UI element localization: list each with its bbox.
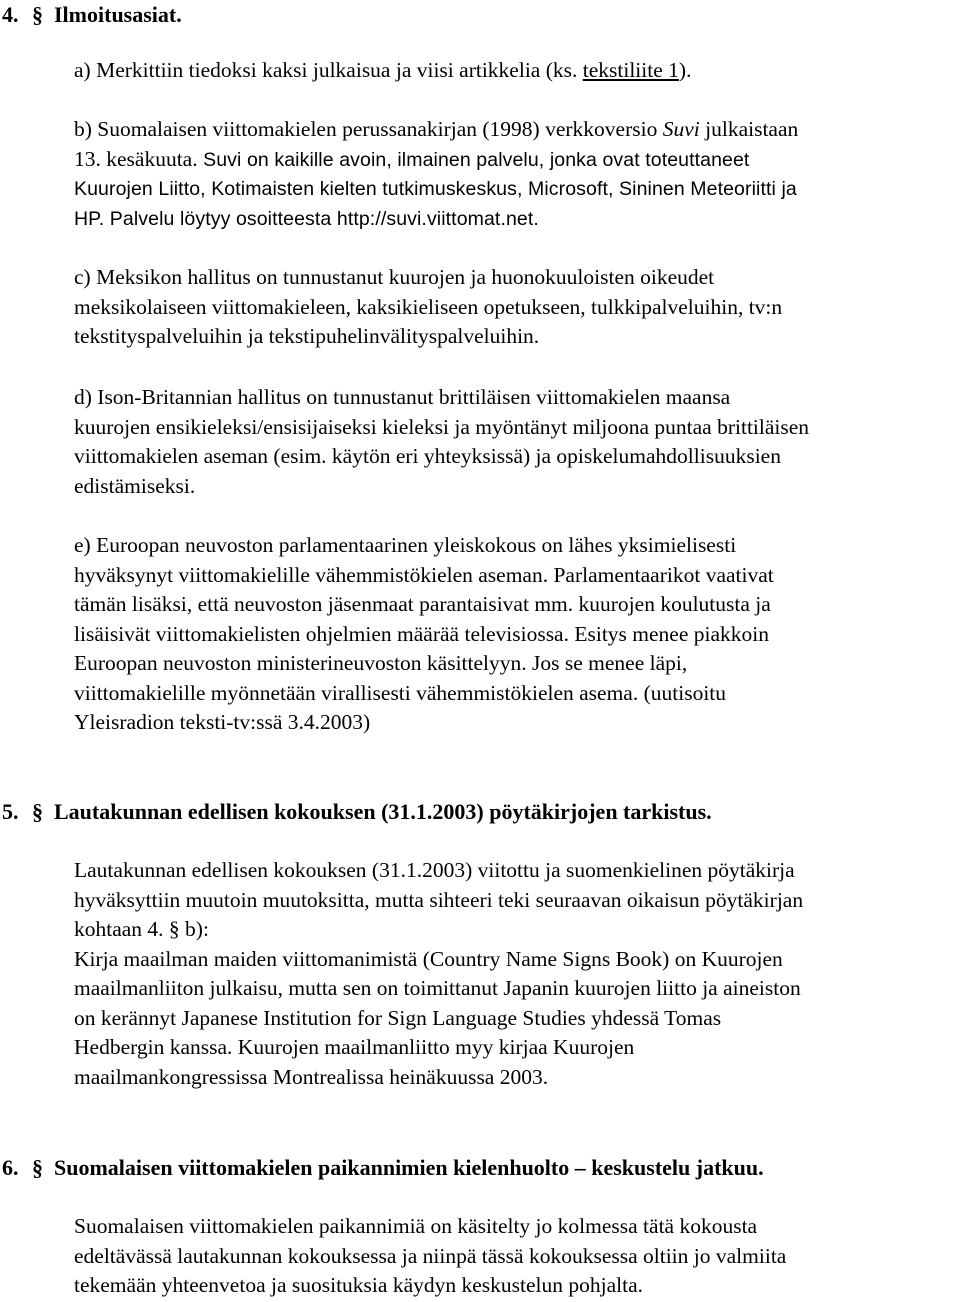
text-span-sans: Suvi on kaikille avoin, ilmainen palvelu, jonka ovat toteuttaneet [197, 148, 750, 171]
text-line: Hedbergin kanssa. Kuurojen maailmanliitto myy kirjaa Kuurojen [74, 1035, 635, 1059]
section-title: Lautakunnan edellisen kokouksen (31.1.2003) pöytäkirjojen tarkistus. [54, 799, 712, 824]
text-line: maailmankongressissa Montrealissa heinäkuussa 2003. [74, 1064, 549, 1089]
section-sign: § [32, 1155, 43, 1180]
text-span: a) Merkittiin tiedoksi kaksi julkaisua ja viisi artikkelia (ks. [74, 58, 583, 82]
section-6-heading [2, 1153, 764, 1183]
text-line: Lautakunnan edellisen kokouksen (31.1.2003) viitottu ja suomenkielinen pöytäkirja [74, 858, 795, 882]
item-b-paragraph [74, 115, 958, 234]
text-line: c) Meksikon hallitus on tunnustanut kuurojen ja huonokuuloisten oikeudet [74, 265, 715, 289]
text-line: kuurojen ensikieleksi/ensisijaiseksi kieleksi ja myöntänyt miljoona puntaa brittiläisen [74, 414, 810, 439]
text-line: Suomalaisen viittomakielen paikannimiä on käsitelty jo kolmessa tätä kokousta [74, 1214, 758, 1238]
text-line: Kirja maailman maiden viittomanimistä (Country Name Signs Book) on Kuurojen [74, 946, 783, 971]
item-d-paragraph [74, 383, 958, 501]
text-line: hyväksynyt viittomakielille vähemmistökielen aseman. Parlamentaarikot vaativat [74, 562, 774, 587]
text-line: tekstityspalveluihin ja tekstipuhelinvälityspalveluihin. [74, 324, 540, 348]
text-line-sans: HP. Palvelu löytyy osoitteesta http://suvi.viittomat.net. [74, 207, 539, 230]
text-line: lisäisivät viittomakielisten ohjelmien määrää televisiossa. Esitys menee piakkoin [74, 621, 770, 646]
tekstiliite-link[interactable]: tekstiliite 1 [582, 58, 679, 82]
text-line: on kerännyt Japanese Institution for Sign Language Studies yhdessä Tomas [74, 1005, 722, 1030]
text-line: viittomakielen aseman (esim. käytön eri yhteyksissä) ja opiskelumahdollisuuksien [74, 444, 781, 468]
text-line: meksikolaiseen viittomakieleen, kaksikieliseen opetukseen, tulkkipalveluihin, tv:n [74, 294, 783, 319]
item-a-paragraph [74, 56, 958, 86]
section-number: 4. [2, 2, 19, 27]
text-line [74, 115, 958, 145]
section-sign: § [32, 799, 43, 824]
text-line: edeltävässä lautakunnan kokouksessa ja niinpä tässä kokouksessa oltiin jo valmiita [74, 1243, 787, 1268]
text-span: julkaistaan [699, 117, 799, 141]
section-4-heading [2, 0, 182, 30]
text-line: Yleisradion teksti-tv:ssä 3.4.2003) [74, 710, 371, 734]
section-5-paragraph [74, 856, 958, 1092]
text-span: 13. kesäkuuta. [74, 146, 198, 171]
item-c-paragraph [74, 263, 958, 352]
text-line: kohtaan 4. § b): [74, 917, 209, 941]
section-title: Suomalaisen viittomakielen paikannimien kielenhuolto – keskustelu jatkuu. [54, 1155, 764, 1180]
text-span: ). [678, 58, 692, 82]
text-line: tekemään yhteenvetoa ja suosituksia käydyn keskustelun pohjalta. [74, 1273, 644, 1297]
italic-title: Suvi [662, 117, 700, 141]
text-line: e) Euroopan neuvoston parlamentaarinen yleiskokous on lähes yksimielisesti [74, 533, 737, 557]
item-e-paragraph [74, 531, 958, 738]
text-line: d) Ison-Britannian hallitus on tunnustanut brittiläisen viittomakielen maansa [74, 385, 731, 409]
text-line-sans: Kuurojen Liitto, Kotimaisten kielten tutkimuskeskus, Microsoft, Sininen Meteoriitti ja [74, 178, 797, 200]
section-number: 5. [2, 799, 19, 824]
section-5-heading [2, 797, 712, 827]
text-line: maailmanliiton julkaisu, mutta sen on toimittanut Japanin kuurojen liitto ja aineiston [74, 976, 801, 1000]
text-line: hyväksyttiin muutoin muutoksitta, mutta sihteeri teki seuraavan oikaisun pöytäkirjan [74, 887, 804, 912]
text-line: tämän lisäksi, että neuvoston jäsenmaat parantaisivat mm. kuurojen koulutusta ja [74, 592, 771, 616]
text-span: b) Suomalaisen viittomakielen perussanakirjan (1998) verkkoversio [74, 117, 663, 141]
section-sign: § [32, 2, 43, 27]
text-line: viittomakielille myönnetään virallisesti vähemmistökielen asema. (uutisoitu [74, 680, 727, 705]
text-line [74, 56, 958, 86]
section-6-paragraph [74, 1212, 958, 1301]
text-line [74, 145, 958, 176]
section-title: Ilmoitusasiat. [54, 2, 182, 27]
text-line: Euroopan neuvoston ministerineuvoston käsittelyyn. Jos se menee läpi, [74, 651, 688, 675]
section-number: 6. [2, 1155, 19, 1180]
text-line: edistämiseksi. [74, 473, 196, 498]
